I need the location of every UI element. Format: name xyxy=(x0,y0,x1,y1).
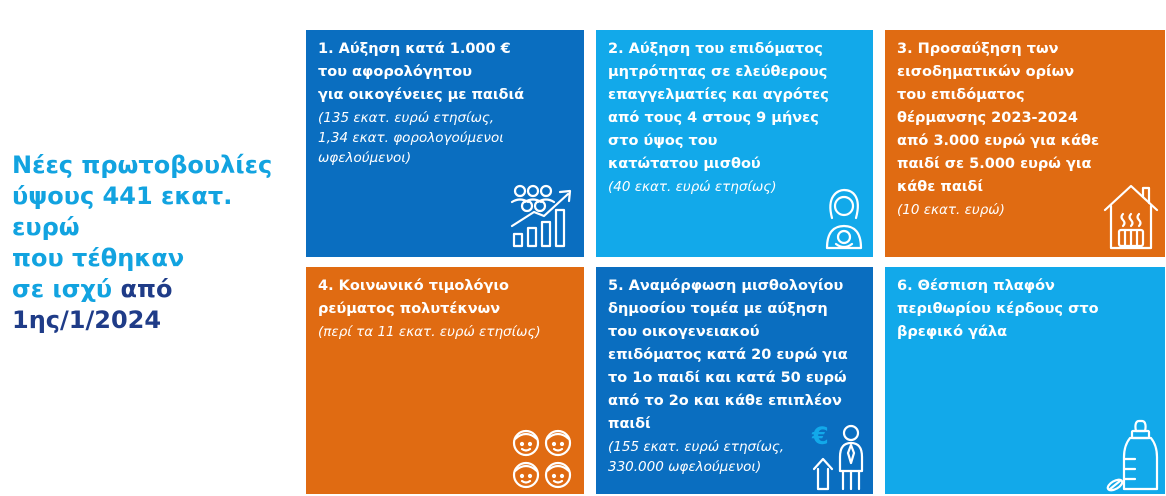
headline-line: ευρώ xyxy=(12,213,80,241)
tile-title: 3. Προσαύξηση των εισοδηματικών ορίων του επιδόματος θέρμανσης 2023-2024 από 3.000 ευρώ για κάθε παιδί σε 5.000 ευρώ για κάθε παιδί xyxy=(897,41,1100,195)
tile-title: 5. Αναμόρφωση μισθολογίου δημοσίου τομέα με αύξηση του οικογενειακού επιδόματος κατά 20 ευρώ για το 1ο παιδί και κατά 50 ευρώ από το 2ο και κάθε επιπλέον παιδί xyxy=(608,278,848,432)
tile-title: 2. Αύξηση του επιδόματος μητρότητας σε ελεύθερους επαγγελματίες και αγρότες από τους 4 στους 9 μήνες στο ύψος του κατώτατου μισθού xyxy=(608,41,829,172)
tile-5 xyxy=(596,267,873,494)
headline-line: Νέες πρωτοβουλίες xyxy=(12,151,273,179)
tile-note: (10 εκατ. ευρώ) xyxy=(897,202,1005,218)
tile-3 xyxy=(885,30,1165,257)
headline-line xyxy=(12,274,292,305)
headline-highlight: σε ισχύ xyxy=(12,275,113,303)
baby-bottle-icon xyxy=(1105,419,1163,493)
tile-title: 4. Κοινωνικό τιμολόγιο ρεύματος πολυτέκνων xyxy=(318,278,509,317)
tile-6 xyxy=(885,267,1165,494)
headline xyxy=(12,150,292,336)
euro-employee-raise-icon xyxy=(810,423,866,491)
headline-date: 1ης/1/2024 xyxy=(12,306,162,334)
family-growth-chart-icon xyxy=(506,182,576,248)
tile-title: 1. Αύξηση κατά 1.000 € του αφορολόγητου για οικογένειες με παιδιά xyxy=(318,41,525,103)
tile-title: 6. Θέσπιση πλαφόν περιθωρίου κέρδους στο βρεφικό γάλα xyxy=(897,278,1099,340)
headline-line: που τέθηκαν xyxy=(12,244,185,272)
euro-sign: € xyxy=(812,422,829,450)
house-heating-icon xyxy=(1103,180,1159,250)
headline-rest: από xyxy=(112,275,173,303)
tile-1 xyxy=(306,30,584,257)
tile-note: (περί τα 11 εκατ. ευρώ ετησίως) xyxy=(318,324,541,340)
tile-note: (155 εκατ. ευρώ ετησίως, 330.000 ωφελούμενοι) xyxy=(608,439,785,475)
large-family-icon xyxy=(510,427,574,491)
headline-line: ύψους 441 εκατ. xyxy=(12,182,233,210)
tile-2 xyxy=(596,30,873,257)
tile-note: (135 εκατ. ευρώ ετησίως, 1,34 εκατ. φορολογούμενοι ωφελούμενοι) xyxy=(318,110,504,166)
mother-baby-icon xyxy=(824,188,864,250)
tile-4 xyxy=(306,267,584,494)
tile-note: (40 εκατ. ευρώ ετησίως) xyxy=(608,179,777,195)
